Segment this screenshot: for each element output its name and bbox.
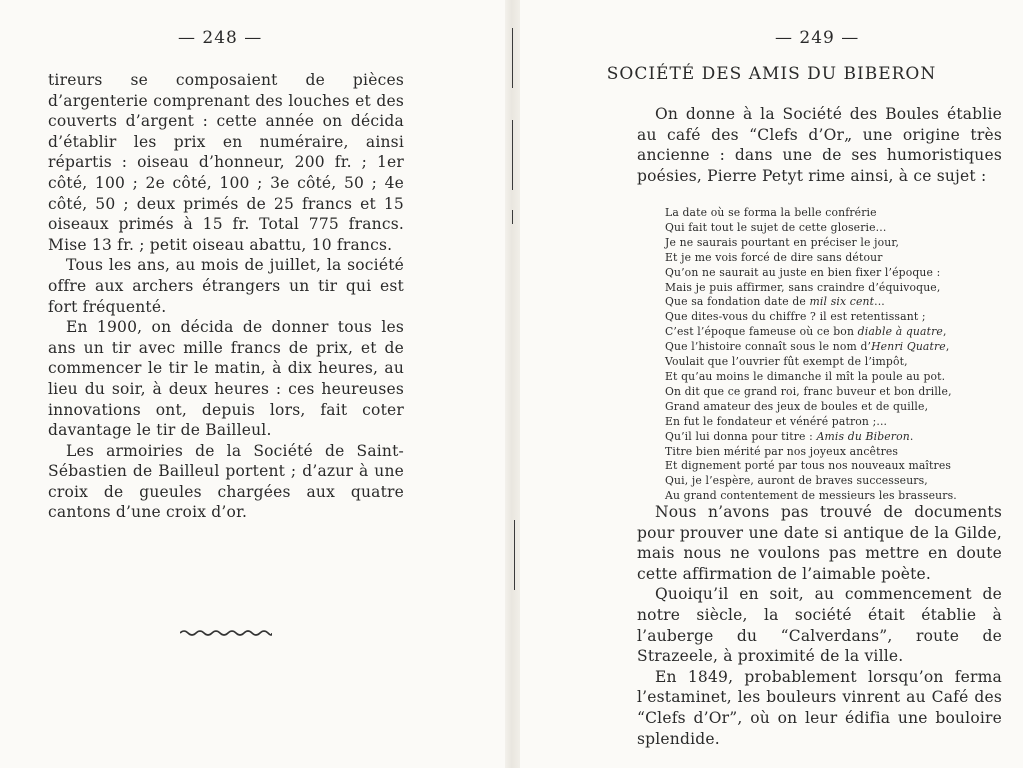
book-gutter [505,0,520,768]
poem-line: Voulait que l’ouvrier fût exempt de l’impôt, [665,355,908,369]
paragraph: On donne à la Société des Boules établie au café des “Clefs d’Or„ une origine très ancienne : dans une de ses humoristiques poésies, Pierre Petyt rime ainsi, à ce sujet : [637,105,1002,185]
section-heading: SOCIÉTÉ DES AMIS DU BIBERON [606,64,937,84]
poem-line: Et dignement porté par tous nos nouveaux maîtres [665,459,952,473]
left-text-block [48,70,404,523]
poem-line: Au grand contentement de messieurs les brasseurs. [665,489,957,503]
poem-line: Qu’il lui donna pour titre : Amis du Biberon. [665,429,914,443]
poem-line: Que sa fondation date de mil six cent... [665,295,885,309]
poem-line: Grand amateur des jeux de boules et de quille, [665,399,929,413]
paragraph: Les armoiries de la Société de Saint-Sébastien de Bailleul portent ; d’azur à une croix de gueules chargées aux quatre cantons d’une croix d’or. [48,441,404,522]
page-number-right: — 249 — [775,28,860,48]
left-page [0,0,505,768]
poem-line: Et je me vois forcé de dire sans détour [665,250,883,264]
poem-line: Je ne saurais pourtant en préciser le jour, [665,235,900,249]
page-number-left: — 248 — [178,28,263,48]
poem-line: Que l’histoire connaît sous le nom d’Henri Quatre, [665,340,950,354]
paragraph: En 1900, on décida de donner tous les ans un tir avec mille francs de prix, et de commencer le tir le matin, à dix heures, au lieu du soir, à deux heures : ces heureuses innovations ont, depuis lors, fait coter davantage le tir de Bailleul. [48,318,404,440]
poem-line: Qui, je l’espère, auront de braves successeurs, [665,474,928,488]
poem-line: En fut le fondateur et vénéré patron ;... [665,414,888,428]
paragraph: En 1849, probablement lorsqu’on ferma l’estaminet, les bouleurs vinrent au Café des “Clefs d’Or”, où on leur édifia une bouloire splendide. [637,667,1002,748]
poem-line: Et qu’au moins le dimanche il mît la poule au pot. [665,369,946,383]
paragraph: Quoiqu’il en soit, au commencement de notre siècle, la société était établie à l’auberge du “Calverdans”, route de Strazeele, à proximité de la ville. [637,585,1002,666]
poem [665,206,1005,504]
right-text-block [637,502,1002,749]
intro-text-block [637,104,1002,186]
paragraph: Tous les ans, au mois de juillet, la société offre aux archers étrangers un tir qui est fort fréquenté. [48,256,404,316]
poem-line: C’est l’époque fameuse où ce bon diable à quatre, [665,325,947,339]
poem-line: Qu’on ne saurait au juste en bien fixer l’époque : [665,265,941,279]
paragraph: tireurs se composaient de pièces d’argenterie comprenant des louches et des couverts d’argent : cette année on décida d’établir les prix en numéraire, ainsi répartis : oiseau d’honneur, 200 fr. ; 1er côté, 100 ; 2e côté, 100 ; 3e côté, 50 ; 4e côté, 50 ; deux primés de 25 francs et 15 oiseaux primés à 15 fr. Total 775 francs. Mise 13 fr. ; petit oiseau abattu, 10 francs. [48,71,404,254]
poem-line: On dit que ce grand roi, franc buveur et bon drille, [665,384,952,398]
poem-line: Qui fait tout le sujet de cette gloserie... [665,220,887,234]
poem-line: La date où se forma la belle confrérie [665,206,877,219]
wavy-ornament-icon [180,628,272,638]
poem-line: Mais je puis affirmer, sans craindre d’équivoque, [665,280,941,294]
poem-line: Que dites-vous du chiffre ? il est retentissant ; [665,310,926,324]
paragraph: Nous n’avons pas trouvé de documents pour prouver une date si antique de la Gilde, mais nous ne voulons pas mettre en doute cette affirmation de l’aimable poète. [637,503,1002,583]
right-page [520,0,1023,768]
poem-line: Titre bien mérité par nos joyeux ancêtres [665,444,899,458]
